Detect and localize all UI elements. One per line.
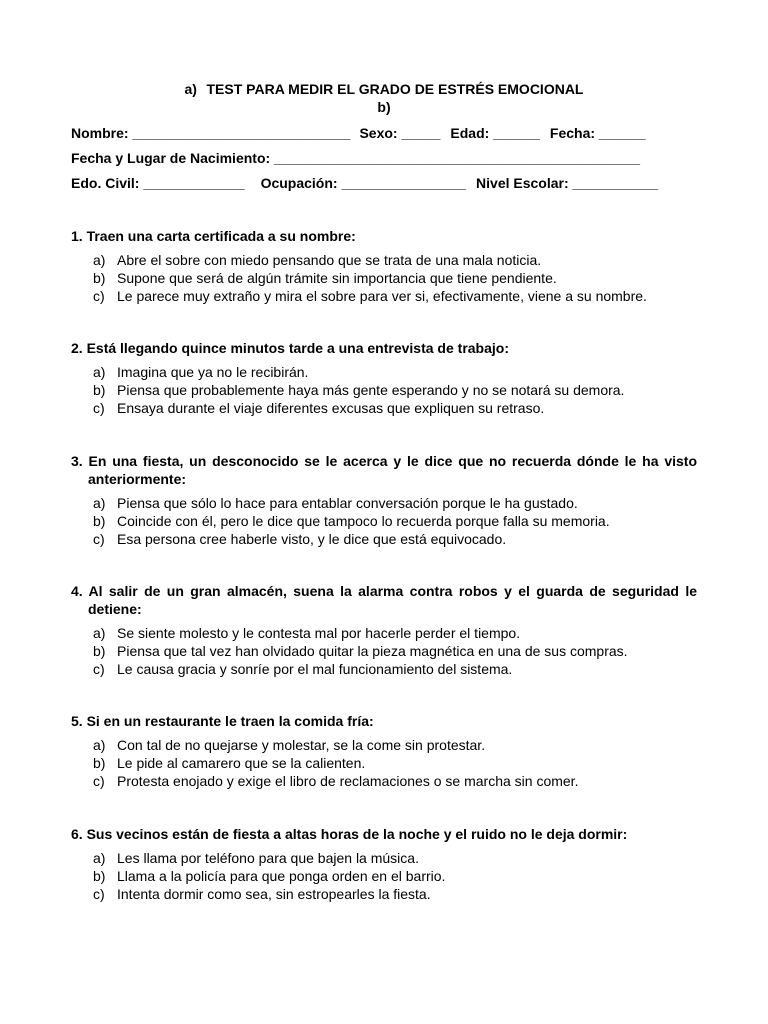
title-label-b: b) [377, 99, 391, 115]
option-label: b) [93, 382, 106, 398]
fecha-lugar-nacimiento-field: Fecha y Lugar de Nacimiento: _______________________________________________ [71, 150, 640, 166]
option-text: Les llama por teléfono para que bajen la música. [117, 850, 419, 866]
option-label: c) [93, 288, 105, 304]
question-3 [71, 452, 697, 548]
personal-data-line-1 [71, 125, 646, 141]
option-b [71, 381, 697, 399]
option-label: a) [93, 495, 106, 511]
title-text: TEST PARA MEDIR EL GRADO DE ESTRÉS EMOCIONAL [206, 81, 584, 97]
option-a [71, 494, 697, 512]
options-list [71, 736, 697, 790]
option-label: a) [93, 850, 106, 866]
option-a [71, 624, 697, 642]
option-text: Supone que será de algún trámite sin importancia que tiene pendiente. [117, 270, 557, 286]
option-text: Le pide al camarero que se la calienten. [117, 755, 366, 771]
option-text: Llama a la policía para que ponga orden en el barrio. [117, 868, 446, 884]
options-list [71, 363, 697, 417]
option-a [71, 363, 697, 381]
options-list [71, 849, 697, 903]
option-label: c) [93, 661, 105, 677]
option-a [71, 849, 697, 867]
nivel-escolar-field: Nivel Escolar: ___________ [476, 175, 659, 191]
option-text: Coincide con él, pero le dice que tampoco lo recuerda porque falla su memoria. [117, 513, 610, 529]
option-label: c) [93, 773, 105, 789]
option-c [71, 885, 697, 903]
nombre-field: Nombre: ____________________________ [71, 125, 351, 141]
question-4 [71, 582, 697, 678]
option-label: a) [93, 252, 106, 268]
document-title [0, 81, 768, 97]
personal-data-line-3 [71, 175, 658, 191]
option-label: c) [93, 886, 105, 902]
option-text: Piensa que sólo lo hace para entablar conversación porque le ha gustado. [117, 495, 578, 511]
option-text: Imagina que ya no le recibirán. [117, 364, 309, 380]
question-6 [71, 825, 697, 903]
option-label: b) [93, 643, 106, 659]
fecha-field: Fecha: ______ [549, 125, 646, 141]
question-2 [71, 339, 697, 417]
option-text: Con tal de no quejarse y molestar, se la come sin protestar. [117, 737, 486, 753]
title-label-a: a) [184, 81, 197, 97]
ocupacion-field: Ocupación: ________________ [260, 175, 467, 191]
option-b [71, 754, 697, 772]
option-text: Protesta enojado y exige el libro de reclamaciones o se marcha sin comer. [117, 773, 579, 789]
question-text: 5. Si en un restaurante le traen la comida fría: [71, 713, 374, 729]
option-text: Piensa que tal vez han olvidado quitar la pieza magnética en una de sus compras. [117, 643, 628, 659]
option-a [71, 251, 697, 269]
sexo-field: Sexo: _____ [359, 125, 441, 141]
option-label: a) [93, 364, 106, 380]
option-c [71, 660, 697, 678]
option-label: b) [93, 755, 106, 771]
option-b [71, 642, 697, 660]
option-b [71, 512, 697, 530]
option-c [71, 772, 697, 790]
option-a [71, 736, 697, 754]
question-text: 4. Al salir de un gran almacén, suena la alarma contra robos y el guarda de seguridad le detiene: [71, 583, 697, 617]
edad-field: Edad: ______ [450, 125, 540, 141]
edo-civil-field: Edo. Civil: _____________ [71, 175, 245, 191]
question-1 [71, 227, 697, 305]
option-label: c) [93, 531, 105, 547]
option-label: b) [93, 270, 106, 286]
options-list [71, 624, 697, 678]
personal-data-line-2 [71, 150, 640, 166]
option-label: b) [93, 868, 106, 884]
options-list [71, 251, 697, 305]
option-b [71, 269, 697, 287]
question-text: 1. Traen una carta certificada a su nombre: [71, 228, 356, 244]
option-label: c) [93, 400, 105, 416]
option-text: Intenta dormir como sea, sin estropearles la fiesta. [117, 886, 431, 902]
option-text: Le parece muy extraño y mira el sobre para ver si, efectivamente, viene a su nombre. [117, 288, 647, 304]
question-text: 2. Está llegando quince minutos tarde a una entrevista de trabajo: [71, 340, 509, 356]
option-c [71, 530, 697, 548]
option-text: Ensaya durante el viaje diferentes excusas que expliquen su retraso. [117, 400, 545, 416]
title-line-b [0, 99, 768, 115]
options-list [71, 494, 697, 548]
option-text: Piensa que probablemente haya más gente esperando y no se notará su demora. [117, 382, 625, 398]
option-text: Se siente molesto y le contesta mal por hacerle perder el tiempo. [117, 625, 521, 641]
option-label: b) [93, 513, 106, 529]
option-b [71, 867, 697, 885]
question-text: 3. En una fiesta, un desconocido se le acerca y le dice que no recuerda dónde le ha visto anteriormente: [71, 453, 697, 487]
option-label: a) [93, 625, 106, 641]
question-text: 6. Sus vecinos están de fiesta a altas horas de la noche y el ruido no le deja dormir: [71, 826, 628, 842]
question-5 [71, 712, 697, 790]
option-text: Abre el sobre con miedo pensando que se trata de una mala noticia. [117, 252, 542, 268]
option-label: a) [93, 737, 106, 753]
option-text: Esa persona cree haberle visto, y le dice que está equivocado. [117, 531, 507, 547]
option-text: Le causa gracia y sonríe por el mal funcionamiento del sistema. [117, 661, 513, 677]
option-c [71, 399, 697, 417]
option-c [71, 287, 697, 305]
